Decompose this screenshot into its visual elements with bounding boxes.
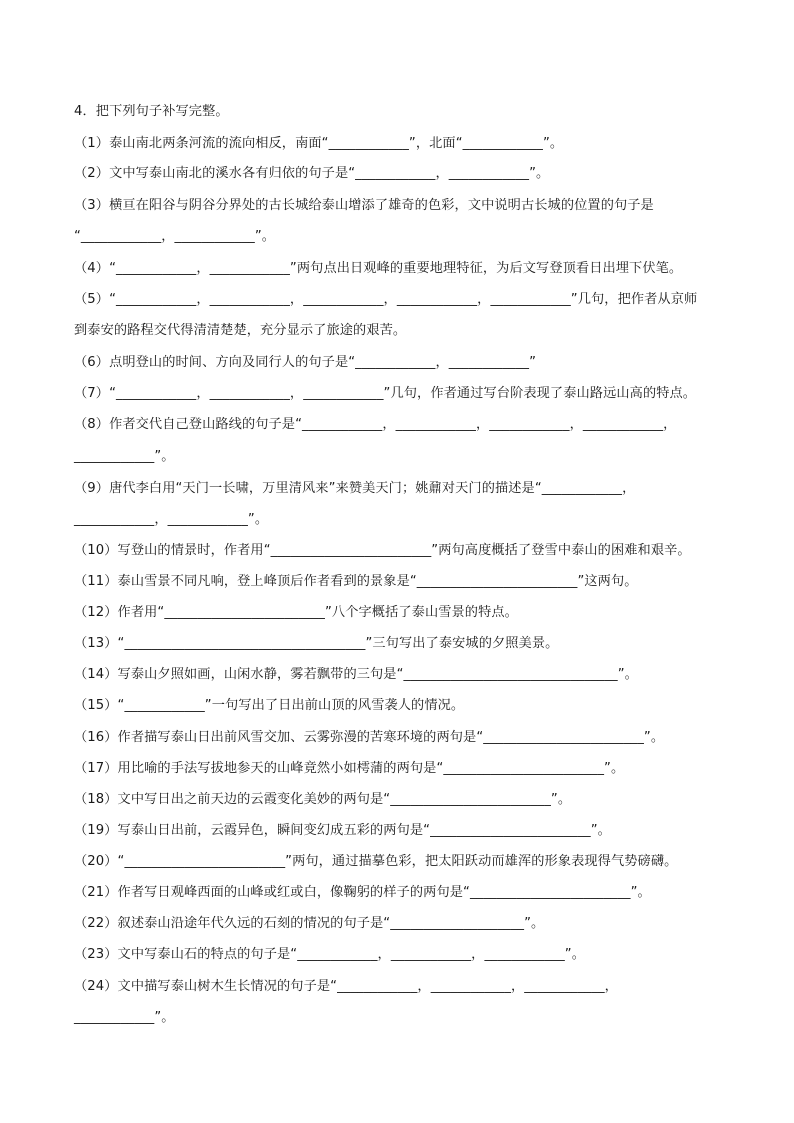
question-line-8-cont: ____________”。 xyxy=(74,449,175,464)
question-line-13: （13）“____________________________________”三句写出了泰安城的夕照美景。 xyxy=(74,636,559,651)
question-line-5: （5）“____________，____________，____________，____________，____________”几句，把作者从京师 xyxy=(74,292,698,307)
question-line-3-cont: “____________，____________”。 xyxy=(74,229,276,244)
question-line-4: （4）“____________，____________”两句点出日观峰的重要地理特征，为后文写登顶看日出埋下伏笔。 xyxy=(74,261,683,276)
question-line-7: （7）“____________，____________，____________”几句，作者通过写台阶表现了泰山路远山高的特点。 xyxy=(74,386,697,401)
question-line-2: （2）文中写泰山南北的溪水各有归依的句子是“____________，____________”。 xyxy=(74,166,550,181)
question-line-9: （9）唐代李白用“天门一长啸，万里清风来”来赞美天门；姚鼐对天门的描述是“____________， xyxy=(74,481,636,496)
question-line-9-cont: ____________，____________”。 xyxy=(74,512,269,527)
question-line-10: （10）写登山的情景时，作者用“________________________”两句高度概括了登雪中泰山的困难和艰辛。 xyxy=(74,543,691,558)
question-line-24-cont: ____________”。 xyxy=(74,1010,175,1025)
question-line-12: （12）作者用“________________________”八个字概括了泰山雪景的特点。 xyxy=(74,605,518,620)
question-line-24: （24）文中描写泰山树木生长情况的句子是“____________，____________，____________， xyxy=(74,979,618,994)
question-line-11: （11）泰山雪景不同凡响，登上峰顶后作者看到的景象是“________________________”这两句。 xyxy=(74,574,638,589)
question-line-15: （15）“____________”一句写出了日出前山顶的风雪袭人的情况。 xyxy=(74,698,465,713)
question-line-19: （19）写泰山日出前，云霞异色，瞬间变幻成五彩的两句是“________________________”。 xyxy=(74,823,611,838)
question-heading: 4．把下列句子补写完整。 xyxy=(74,104,229,119)
question-line-14: （14）写泰山夕照如画，山闲水静，雾若飘带的三句是“________________________________”。 xyxy=(74,667,638,682)
question-line-18: （18）文中写日出之前天边的云霞变化美妙的两句是“________________________”。 xyxy=(74,792,572,807)
question-line-20: （20）“________________________”两句，通过描摹色彩，把太阳跃动而雄浑的形象表现得气势磅礴。 xyxy=(74,854,678,869)
question-line-21: （21）作者写日观峰西面的山峰或红或白，像鞠躬的样子的两句是“________________________”。 xyxy=(74,885,651,900)
question-line-1: （1）泰山南北两条河流的流向相反，南面“____________”，北面“____________”。 xyxy=(74,136,564,151)
question-line-3: （3）横亘在阳谷与阴谷分界处的古长城给泰山增添了雄奇的色彩，文中说明古长城的位置的句子是 xyxy=(74,198,654,213)
question-line-5-cont: 到泰安的路程交代得清清楚楚，充分显示了旅途的艰苦。 xyxy=(74,323,407,338)
question-line-16: （16）作者描写泰山日出前风雪交加、云雾弥漫的苦寒环境的两句是“________________________”。 xyxy=(74,730,665,745)
question-line-17: （17）用比喻的手法写拔地参天的山峰竟然小如樗蒲的两句是“________________________”。 xyxy=(74,761,625,776)
question-line-6: （6）点明登山的时间、方向及同行人的句子是“____________，____________” xyxy=(74,355,537,370)
question-line-8: （8）作者交代自己登山路线的句子是“____________，____________，____________，____________， xyxy=(74,417,677,432)
question-line-22: （22）叙述泰山沿途年代久远的石刻的情况的句子是“____________________”。 xyxy=(74,916,545,931)
question-line-23: （23）文中写泰山石的特点的句子是“____________，____________，____________”。 xyxy=(74,947,585,962)
